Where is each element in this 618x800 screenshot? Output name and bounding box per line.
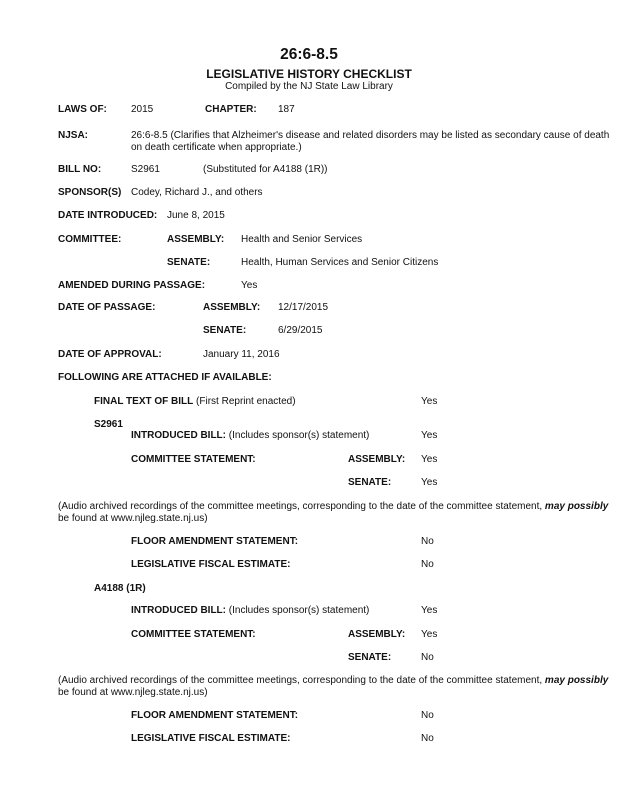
committee-assembly-label: ASSEMBLY: [167,234,225,245]
passage-assembly-date: 12/17/2015 [278,302,329,313]
s2961-fiscal-estimate-label: LEGISLATIVE FISCAL ESTIMATE: [131,559,291,570]
date-of-approval-value: January 11, 2016 [203,349,280,360]
s2961-fiscal-estimate-value: No [421,559,434,570]
passage-senate-label: SENATE: [203,325,247,336]
a4188-floor-amendment-value: No [421,710,434,721]
amended-label: AMENDED DURING PASSAGE: [58,280,206,291]
a4188-audio-note-line2: be found at www.njleg.state.nj.us) [58,687,208,698]
a4188-fiscal-estimate-value: No [421,733,434,744]
final-text-row [94,396,296,407]
a4188-heading: A4188 (1R) [94,583,146,594]
date-of-passage-label: DATE OF PASSAGE: [58,302,156,313]
a4188-senate-value: No [421,652,434,663]
a4188-introduced-value: Yes [421,605,438,616]
final-text-label: FINAL TEXT OF BILL [94,396,194,407]
a4188-introduced-label: INTRODUCED BILL: [131,605,226,616]
a4188-introduced-row [131,605,369,616]
attached-heading: FOLLOWING ARE ATTACHED IF AVAILABLE: [58,372,272,383]
a4188-floor-amendment-label: FLOOR AMENDMENT STATEMENT: [131,710,299,721]
document-subtitle: Compiled by the NJ State Law Library [225,81,393,92]
s2961-assembly-value: Yes [421,454,438,465]
s2961-committee-statement-label: COMMITTEE STATEMENT: [131,454,256,465]
committee-assembly-value: Health and Senior Services [241,234,363,245]
s2961-audio-note-line1: (Audio archived recordings of the committee meetings, corresponding to the date of the committee statement, may possibly [58,501,609,512]
bill-substitution-note: (Substituted for A4188 (1R)) [203,164,328,175]
sponsors-label: SPONSOR(S) [58,187,122,198]
document-title: LEGISLATIVE HISTORY CHECKLIST [206,67,412,81]
chapter-value: 187 [278,104,295,115]
bill-no-label: BILL NO: [58,164,102,175]
final-text-note: (First Reprint enacted) [196,396,296,407]
a4188-fiscal-estimate-label: LEGISLATIVE FISCAL ESTIMATE: [131,733,291,744]
date-of-approval-label: DATE OF APPROVAL: [58,349,162,360]
s2961-senate-label: SENATE: [348,477,392,488]
chapter-label: CHAPTER: [205,104,257,115]
laws-of-value: 2015 [131,104,154,115]
laws-of-label: LAWS OF: [58,104,107,115]
sponsors-value: Codey, Richard J., and others [131,187,263,198]
a4188-assembly-value: Yes [421,629,438,640]
s2961-audio-emphasis: may possibly [544,501,609,512]
njsa-description-line1: 26:6-8.5 (Clarifies that Alzheimer's disease and related disorders may be listed as secondary cause of death [131,130,610,141]
committee-label: COMMITTEE: [58,234,122,245]
a4188-audio-emphasis: may possibly [544,675,609,686]
passage-senate-date: 6/29/2015 [278,325,323,336]
a4188-senate-label: SENATE: [348,652,392,663]
statute-number: 26:6-8.5 [280,46,338,63]
committee-senate-value: Health, Human Services and Senior Citizens [241,257,439,268]
s2961-floor-amendment-value: No [421,536,434,547]
s2961-floor-amendment-label: FLOOR AMENDMENT STATEMENT: [131,536,299,547]
a4188-audio-note-line1: (Audio archived recordings of the committee meetings, corresponding to the date of the committee statement, may possibly [58,675,609,686]
s2961-introduced-value: Yes [421,430,438,441]
committee-senate-label: SENATE: [167,257,211,268]
date-introduced-value: June 8, 2015 [167,210,225,221]
s2961-introduced-row [131,430,369,441]
njsa-description-line2: on death certificate when appropriate.) [131,142,302,153]
a4188-assembly-label: ASSEMBLY: [348,629,406,640]
njsa-label: NJSA: [58,130,89,141]
s2961-heading: S2961 [94,419,123,430]
a4188-introduced-note: (Includes sponsor(s) statement) [228,605,370,616]
s2961-senate-value: Yes [421,477,438,488]
amended-value: Yes [241,280,258,291]
date-introduced-label: DATE INTRODUCED: [58,210,158,221]
s2961-introduced-label: INTRODUCED BILL: [131,430,226,441]
bill-no-value: S2961 [131,164,160,175]
a4188-committee-statement-label: COMMITTEE STATEMENT: [131,629,256,640]
s2961-introduced-note: (Includes sponsor(s) statement) [228,430,370,441]
s2961-audio-note-line2: be found at www.njleg.state.nj.us) [58,513,208,524]
s2961-assembly-label: ASSEMBLY: [348,454,406,465]
passage-assembly-label: ASSEMBLY: [203,302,261,313]
final-text-value: Yes [421,396,438,407]
